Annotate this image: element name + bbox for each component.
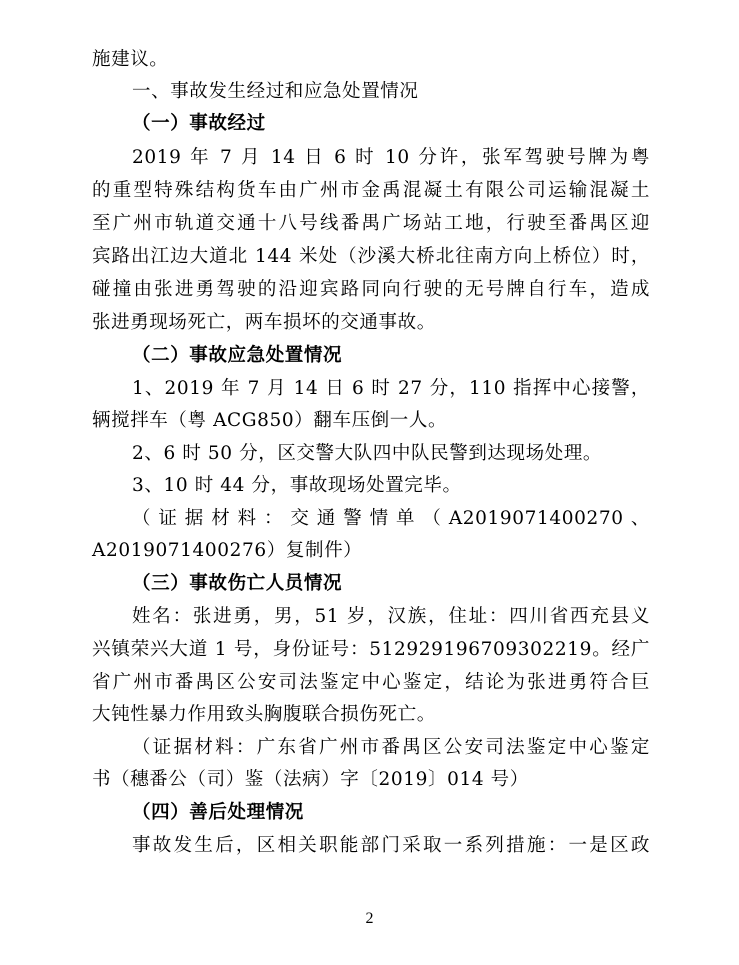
text-line: （证据材料：交通警情单（A2019071400270、 <box>132 508 650 529</box>
subsection-heading: （三）事故伤亡人员情况 <box>132 573 343 594</box>
text-line: 书（穗番公（司）鉴（法病）字〔2019〕014 号） <box>92 769 529 790</box>
text-line: 辆搅拌车（粤 ACG850）翻车压倒一人。 <box>92 410 448 431</box>
text-line: 2019 年 7 月 14 日 6 时 10 分许，张军驾驶号牌为粤 <box>132 147 650 168</box>
text-line: 事故发生后，区相关职能部门采取一系列措施：一是区政 <box>132 835 650 856</box>
text-line: 1、2019 年 7 月 14 日 6 时 27 分，110 指挥中心接警， <box>132 378 650 399</box>
section-heading: 一、事故发生经过和应急处置情况 <box>132 81 419 102</box>
text-line: 3、10 时 44 分，事故现场处置完毕。 <box>132 475 462 496</box>
subsection-heading: （四）善后处理情况 <box>132 802 304 823</box>
page-number: 2 <box>365 910 374 927</box>
text-line: 姓名：张进勇，男，51 岁，汉族，住址：四川省西充县义 <box>132 606 650 627</box>
text-line: 宾路出江边大道北 144 米处（沙溪大桥北往南方向上桥位）时， <box>92 246 650 267</box>
text-line: 的重型特殊结构货车由广州市金禹混凝土有限公司运输混凝土 <box>92 180 650 201</box>
subsection-heading: （二）事故应急处置情况 <box>132 345 343 366</box>
text-line: 兴镇荣兴大道 1 号，身份证号：512929196709302219。经广 <box>92 639 650 660</box>
text-line: 施建议。 <box>92 49 169 70</box>
text-line: 至广州市轨道交通十八号线番禺广场站工地，行驶至番禺区迎 <box>92 213 650 234</box>
text-line: 2、6 时 50 分，区交警大队四中队民警到达现场处理。 <box>132 443 603 464</box>
text-line: 省广州市番禺区公安司法鉴定中心鉴定，结论为张进勇符合巨 <box>92 672 650 693</box>
text-line: （证据材料：广东省广州市番禺区公安司法鉴定中心鉴定 <box>132 737 650 758</box>
subsection-heading: （一）事故经过 <box>132 113 266 134</box>
text-line: A2019071400276）复制件） <box>92 540 363 561</box>
text-line: 碰撞由张进勇驾驶的沿迎宾路同向行驶的无号牌自行车，造成 <box>92 279 650 300</box>
text-line: 张进勇现场死亡，两车损坏的交通事故。 <box>92 312 436 333</box>
text-line: 大钝性暴力作用致头胸腹联合损伤死亡。 <box>92 704 436 725</box>
